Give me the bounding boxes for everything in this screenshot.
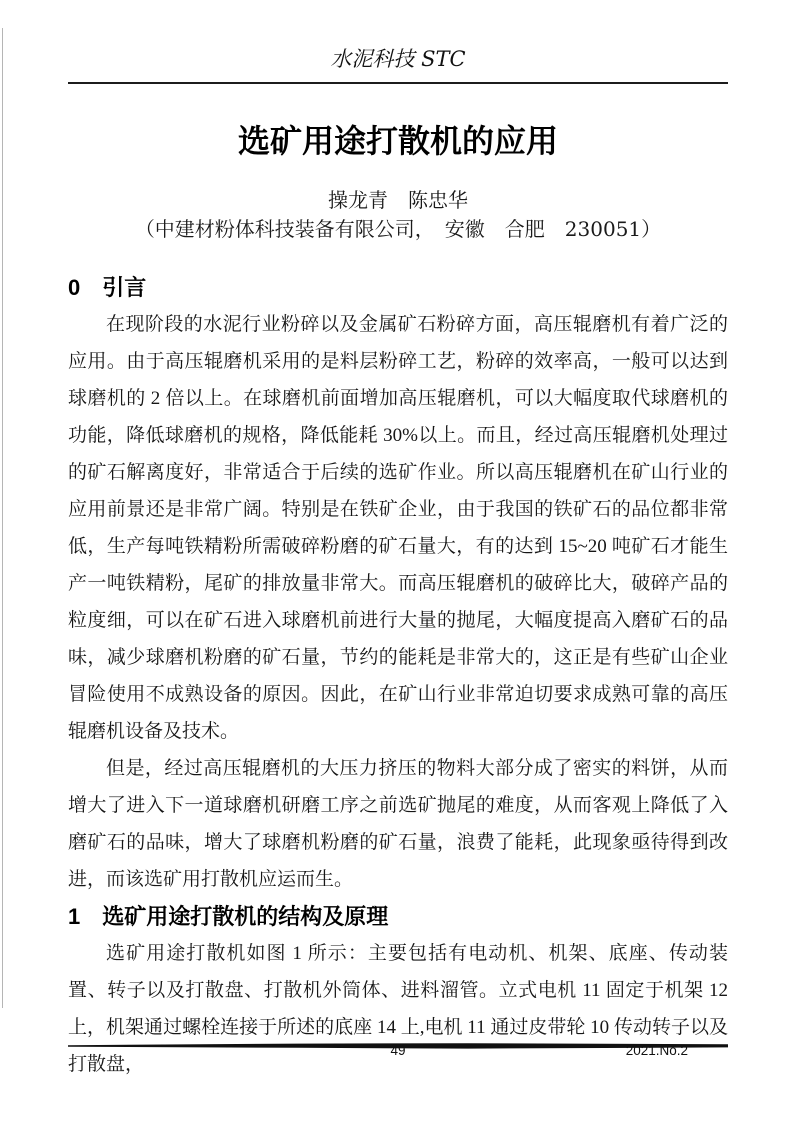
authors-line: 操龙青 陈忠华 xyxy=(328,188,468,212)
scan-edge-line xyxy=(2,28,3,1008)
article-body xyxy=(68,273,728,1083)
paragraph: 选矿用途打散机如图 1 所示：主要包括有电动机、机架、底座、传动装置、转子以及打散盘、打散机外筒体、进料溜管。立式电机 11 固定于机架 12 上，机架通过螺栓连接于所述的底座 14 上,电机 11 通过皮带轮 10 传动转子以及打散盘， xyxy=(68,943,728,1075)
section-heading-1: 1 选矿用途打散机的结构及原理 xyxy=(68,904,389,929)
paragraph: 在现阶段的水泥行业粉碎以及金属矿石粉碎方面，高压辊磨机有着广泛的应用。由于高压辊磨机采用的是料层粉碎工艺，粉碎的效率高，一般可以达到球磨机的 2 倍以上。在球磨机前面增加高压辊磨机，可以大幅度取代球磨机的功能，降低球磨机的规格，降低能耗 30%以上。而且，经过高压辊磨机处理过的矿石解离度好，非常适合于后续的选矿作业。所以高压辊磨机在矿山行业的应用前景还是非常广阔。特别是在铁矿企业，由于我国的铁矿石的品位都非常低，生产每吨铁精粉所需破碎粉磨的矿石量大，有的达到 15~20 吨矿石才能生产一吨铁精粉，尾矿的排放量非常大。而高压辊磨机的破碎比大，破碎产品的粒度细，可以在矿石进入球磨机前进行大量的抛尾，大幅度提高入磨矿石的品味，减少球磨机粉磨的矿石量，节约的能耗是非常大的，这正是有些矿山企业冒险使用不成熟设备的原因。因此，在矿山行业非常迫切要求成熟可靠的高压辊磨机设备及技术。 xyxy=(68,314,728,742)
journal-header: 水泥科技 STC xyxy=(330,47,466,71)
page-footer xyxy=(68,1043,728,1063)
page-content xyxy=(68,0,728,1083)
affiliation-line: （中建材粉体科技装备有限公司， 安徽 合肥 230051） xyxy=(134,217,662,241)
page-number: 49 xyxy=(390,1043,406,1058)
paragraph: 但是，经过高压辊磨机的大压力挤压的物料大部分成了密实的料饼，从而增大了进入下一道球磨机研磨工序之前选矿抛尾的难度，从而客观上降低了入磨矿石的品味，增大了球磨机粉磨的矿石量，浪费了能耗，此现象亟待得到改进，而该选矿用打散机应运而生。 xyxy=(68,758,728,890)
page-title: 选矿用途打散机的应用 xyxy=(237,123,558,159)
issue-number: 2021.No.2 xyxy=(625,1043,688,1058)
header-rule xyxy=(68,82,728,84)
section-heading-0: 0 引言 xyxy=(68,275,147,300)
footer-rule xyxy=(68,1036,728,1042)
